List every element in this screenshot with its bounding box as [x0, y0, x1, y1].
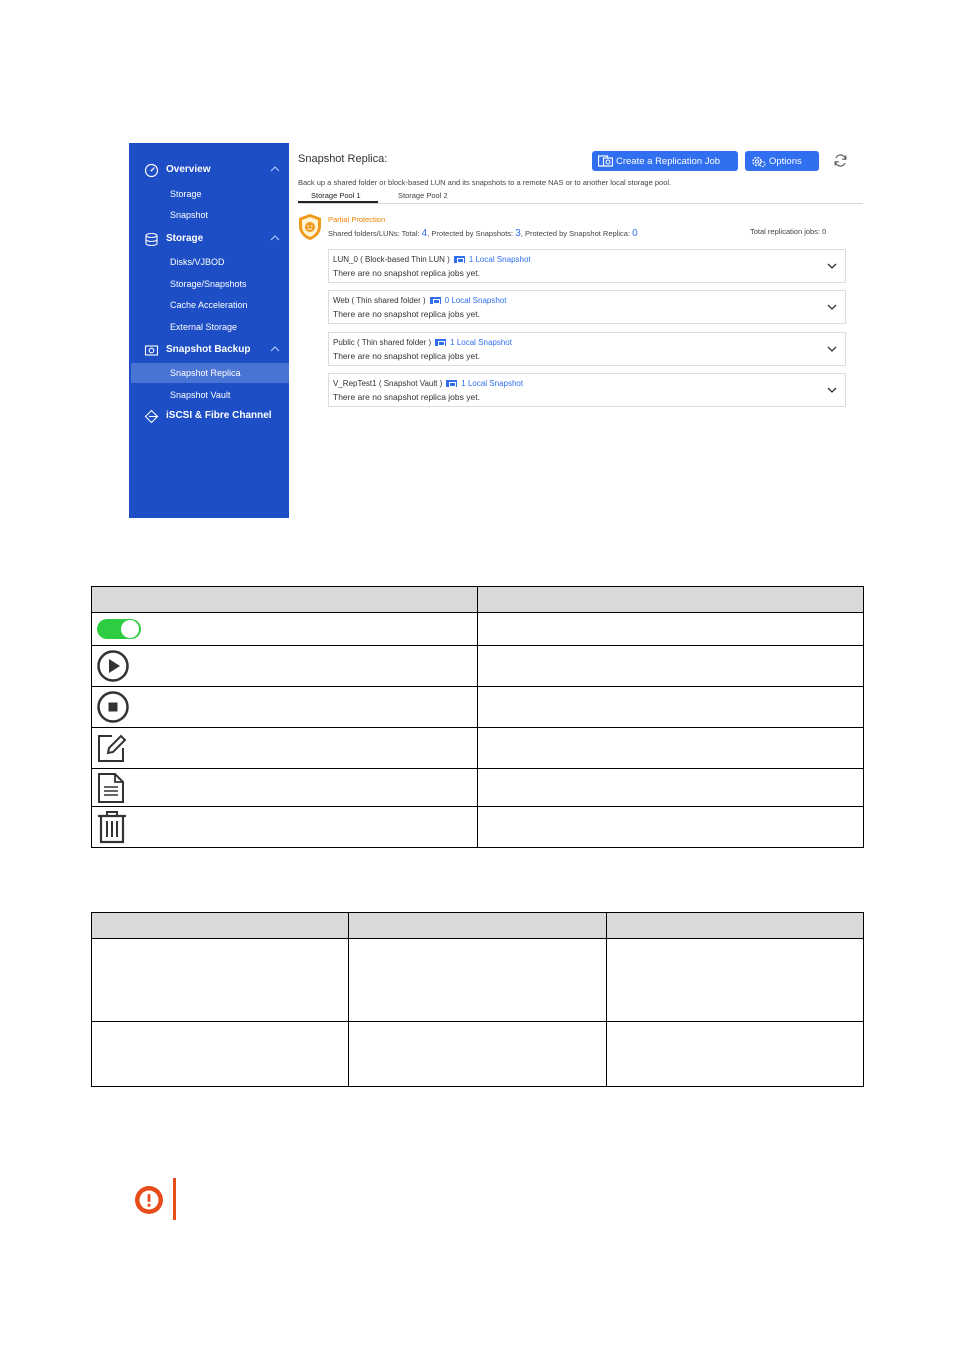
chevron-down-icon[interactable] [827, 303, 837, 311]
dashboard-icon [144, 163, 159, 178]
total-replication-jobs: Total replication jobs: 0 [750, 227, 827, 236]
card-status: There are no snapshot replica jobs yet. [333, 309, 480, 319]
tab-storage-pool-1[interactable]: Storage Pool 1 [298, 191, 378, 203]
table-header-cell [478, 587, 864, 613]
table-row [92, 939, 864, 1022]
page-description: Back up a shared folder or block-based LUN and its snapshots to a remote NAS or to another local storage pool. [298, 178, 672, 187]
snapshot-replica-panel [289, 143, 865, 518]
card-status: There are no snapshot replica jobs yet. [333, 392, 480, 402]
local-snapshot-link[interactable]: 1 Local Snapshot [468, 255, 531, 264]
chevron-up-icon[interactable] [270, 234, 280, 242]
sidebar-group-label: Snapshot Backup [166, 344, 251, 355]
table-cell [92, 728, 478, 769]
card-type: ( Snapshot Vault ) [378, 379, 443, 388]
local-snapshot-link[interactable]: 1 Local Snapshot [450, 338, 512, 347]
log-icon [97, 772, 125, 804]
replication-icon [598, 155, 613, 168]
table-cell [92, 1022, 349, 1087]
sidebar-item-snapshot[interactable]: Snapshot [170, 210, 209, 220]
table-row [92, 687, 864, 728]
note-accent-bar [173, 1178, 176, 1220]
table-header-row [92, 913, 864, 939]
table-cell [92, 613, 478, 646]
sidebar-group-label: iSCSI & Fibre Channel [166, 410, 272, 421]
sidebar-item-cache-acceleration[interactable]: Cache Acceleration [170, 300, 248, 310]
card-name: Public [333, 338, 355, 347]
snapshot-icon [454, 256, 465, 263]
chevron-up-icon[interactable] [270, 165, 280, 173]
local-snapshot-link[interactable]: 0 Local Snapshot [444, 296, 507, 305]
local-snapshot-link[interactable]: 1 Local Snapshot [461, 379, 524, 388]
sidebar-group-label: Overview [166, 164, 211, 175]
icon-table [91, 586, 864, 848]
sidebar-item-snapshot-vault[interactable]: Snapshot Vault [170, 390, 231, 400]
snapshot-protected-count: 3 [515, 228, 521, 239]
sidebar-group-storage[interactable] [129, 229, 289, 249]
table-cell [92, 939, 349, 1022]
card-type: ( Thin shared folder ) [357, 338, 432, 347]
total-count: 4 [421, 228, 428, 239]
delete-icon [96, 810, 128, 844]
snap-label: , Protected by Snapshots: [427, 229, 514, 238]
table-row [92, 1022, 864, 1087]
table-cell [606, 1022, 863, 1087]
card-status: There are no snapshot replica jobs yet. [333, 268, 480, 278]
card-status: There are no snapshot replica jobs yet. [333, 351, 480, 361]
card-name: LUN_0 [333, 255, 358, 264]
card-type: ( Thin shared folder ) [351, 296, 426, 305]
protection-status: Partial Protection [328, 215, 386, 224]
table-header-cell [92, 587, 478, 613]
sidebar-group-snapshot-backup[interactable] [129, 340, 289, 360]
table-cell [606, 939, 863, 1022]
table-cell [92, 807, 478, 848]
snapshot-backup-icon [144, 343, 159, 358]
table-row [92, 728, 864, 769]
gear-icon [751, 155, 766, 168]
volume-card-public[interactable] [328, 332, 846, 366]
sidebar-group-label: Storage [166, 233, 204, 244]
sidebar-item-external-storage[interactable]: External Storage [170, 322, 238, 332]
card-name: V_RepTest1 [333, 379, 377, 388]
options-button[interactable] [745, 151, 819, 171]
sidebar-item-disks-vjbod[interactable]: Disks/VJBOD [170, 257, 225, 267]
sidebar-item-storage-snapshots[interactable]: Storage/Snapshots [170, 279, 247, 289]
snapshot-icon [435, 339, 446, 346]
protection-summary [328, 228, 638, 239]
database-icon [144, 232, 159, 247]
toggle-on-icon [96, 617, 142, 641]
table-cell [478, 687, 864, 728]
table-row [92, 613, 864, 646]
edit-icon [96, 732, 128, 764]
table-cell [478, 646, 864, 687]
details-table [91, 912, 864, 1087]
snapshot-icon [446, 380, 457, 387]
storage-pool-tabs [298, 190, 863, 204]
sidebar-group-overview[interactable] [129, 160, 289, 180]
volume-card-web[interactable] [328, 290, 846, 324]
iscsi-icon [144, 409, 159, 424]
table-cell [478, 613, 864, 646]
chevron-up-icon[interactable] [270, 345, 280, 353]
sidebar-group-iscsi[interactable] [129, 406, 289, 426]
card-header [333, 296, 506, 305]
volume-card-v-reptest1[interactable] [328, 373, 846, 407]
replica-protected-count: 0 [632, 228, 638, 239]
chevron-down-icon[interactable] [827, 386, 837, 394]
table-header-cell [349, 913, 606, 939]
card-type: ( Block-based Thin LUN ) [360, 255, 450, 264]
play-icon [96, 649, 130, 683]
replica-label: , Protected by Snapshot Replica: [520, 229, 631, 238]
shield-warning-icon [298, 213, 322, 241]
card-header [333, 379, 523, 388]
table-header-cell [92, 913, 349, 939]
table-cell [478, 769, 864, 807]
volume-card-lun0[interactable] [328, 249, 846, 283]
chevron-down-icon[interactable] [827, 262, 837, 270]
card-header [333, 255, 531, 264]
sidebar [129, 143, 289, 518]
table-header-cell [606, 913, 863, 939]
card-name: Web [333, 296, 350, 305]
total-label: Shared folders/LUNs: Total: [328, 229, 420, 238]
sidebar-item-snapshot-replica[interactable]: Snapshot Replica [131, 363, 289, 383]
storage-snapshots-window [129, 143, 865, 518]
table-row [92, 807, 864, 848]
stop-icon [96, 690, 130, 724]
create-replication-job-label: Create a Replication Job [616, 155, 721, 167]
table-cell [349, 1022, 606, 1087]
table-header-row [92, 587, 864, 613]
table-cell [478, 807, 864, 848]
table-cell [92, 687, 478, 728]
sidebar-item-storage[interactable]: Storage [170, 189, 202, 199]
create-replication-job-button[interactable] [592, 151, 738, 171]
table-cell [478, 728, 864, 769]
table-row [92, 646, 864, 687]
refresh-icon[interactable] [833, 153, 848, 168]
tab-storage-pool-2[interactable]: Storage Pool 2 [398, 191, 448, 200]
snapshot-icon [430, 297, 441, 304]
chevron-down-icon[interactable] [827, 345, 837, 353]
table-cell [92, 646, 478, 687]
page-title: Snapshot Replica: [298, 153, 388, 165]
table-row [92, 769, 864, 807]
card-header [333, 338, 512, 347]
options-label: Options [769, 155, 802, 167]
table-cell [349, 939, 606, 1022]
table-cell [92, 769, 478, 807]
important-icon [133, 1184, 165, 1216]
